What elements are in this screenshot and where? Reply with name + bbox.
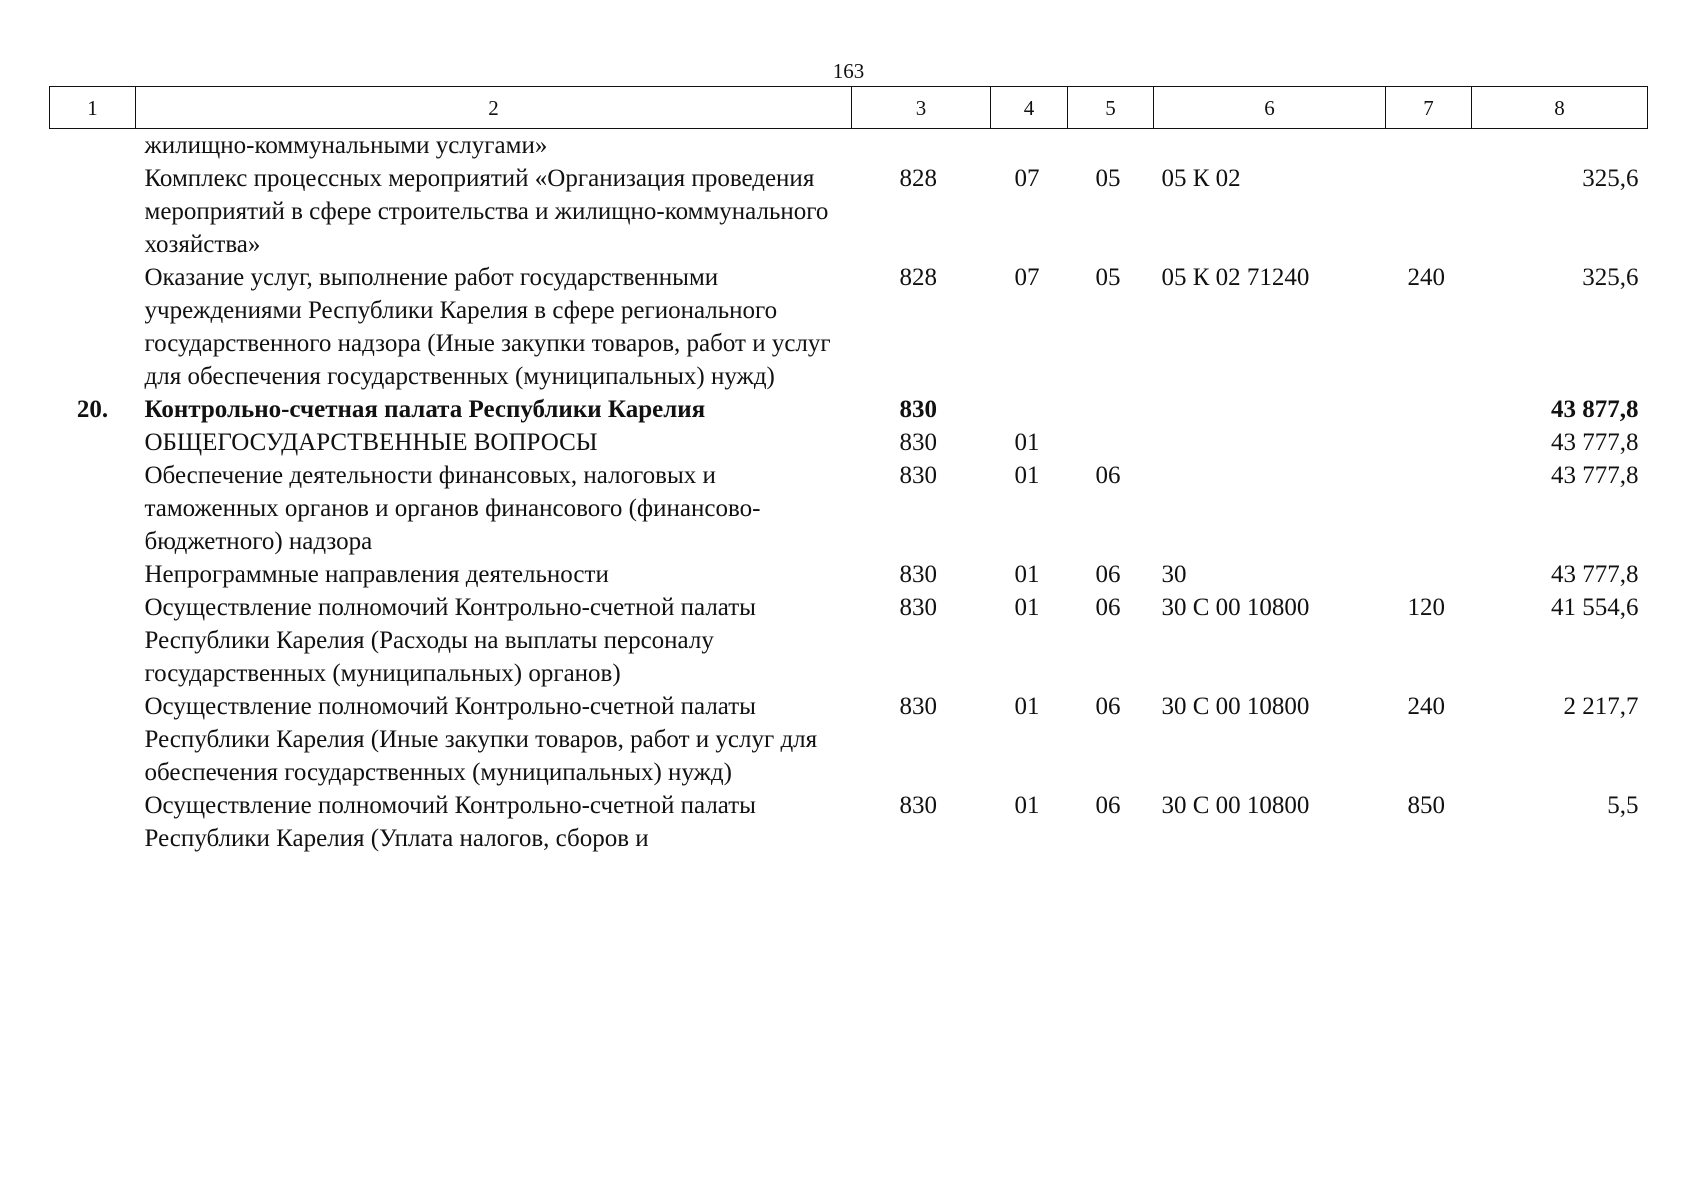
row-pr — [1068, 393, 1154, 426]
row-rz: 01 — [1014, 429, 1040, 456]
row-number — [50, 459, 136, 558]
table-row — [50, 261, 1648, 393]
table-row — [50, 129, 1648, 163]
row-csr — [1154, 426, 1386, 459]
row-csr: 30 С 00 10800 — [1161, 594, 1310, 621]
header-col-8: 8 — [1472, 87, 1648, 129]
table-row — [50, 426, 1648, 459]
row-csr — [1154, 459, 1386, 558]
row-vr — [1386, 459, 1472, 558]
row-vr: 240 — [1407, 264, 1445, 291]
row-name: Комплекс процессных мероприятий «Организация проведения мероприятий в сфере строительства и жилищно-коммунального хозяйства» — [144, 165, 829, 258]
row-pr: 05 — [1095, 165, 1121, 192]
header-col-4: 4 — [991, 87, 1068, 129]
row-rz: 01 — [1014, 693, 1040, 720]
row-gr: 830 — [899, 429, 937, 456]
row-pr — [1068, 129, 1154, 163]
row-vr — [1386, 393, 1472, 426]
budget-table — [49, 86, 1648, 855]
header-col-3: 3 — [852, 87, 991, 129]
row-name: жилищно-коммунальными услугами» — [144, 132, 548, 159]
row-pr: 06 — [1095, 594, 1121, 621]
row-number — [50, 789, 136, 855]
row-name: Контрольно-счетная палата Республики Карелия — [144, 396, 706, 423]
row-csr: 05 К 02 71240 — [1161, 264, 1310, 291]
table-body — [50, 129, 1648, 856]
row-sum: 43 777,8 — [1551, 561, 1639, 588]
row-sum: 5,5 — [1607, 792, 1639, 819]
header-col-2: 2 — [136, 87, 852, 129]
row-gr: 830 — [899, 594, 937, 621]
table-row-section — [50, 393, 1648, 426]
row-csr: 05 К 02 — [1161, 165, 1241, 192]
row-vr: 120 — [1407, 594, 1445, 621]
row-csr — [1154, 393, 1386, 426]
row-sum: 43 777,8 — [1551, 429, 1639, 456]
row-pr — [1068, 426, 1154, 459]
row-name: Непрограммные направления деятельности — [144, 561, 609, 588]
row-csr: 30 — [1161, 561, 1187, 588]
row-sum: 2 217,7 — [1563, 693, 1639, 720]
row-gr — [852, 129, 991, 163]
row-rz — [991, 393, 1068, 426]
row-csr: 30 С 00 10800 — [1161, 792, 1310, 819]
row-rz: 01 — [1014, 792, 1040, 819]
row-pr: 06 — [1095, 693, 1121, 720]
row-csr — [1154, 129, 1386, 163]
row-vr: 240 — [1407, 693, 1445, 720]
header-col-7: 7 — [1386, 87, 1472, 129]
row-sum — [1472, 129, 1648, 163]
page-number: 163 — [832, 59, 865, 83]
row-number — [50, 591, 136, 690]
row-pr: 06 — [1095, 792, 1121, 819]
row-name: ОБЩЕГОСУДАРСТВЕННЫЕ ВОПРОСЫ — [144, 429, 598, 456]
header-col-1: 1 — [50, 87, 136, 129]
row-rz: 07 — [1014, 165, 1040, 192]
row-rz: 01 — [1014, 594, 1040, 621]
row-number — [50, 162, 136, 261]
row-number — [50, 558, 136, 591]
row-vr — [1386, 558, 1472, 591]
header-col-5: 5 — [1068, 87, 1154, 129]
row-number: 20. — [76, 396, 109, 423]
row-number — [50, 426, 136, 459]
row-gr: 828 — [899, 165, 937, 192]
row-gr: 830 — [899, 792, 937, 819]
row-vr: 850 — [1407, 792, 1445, 819]
table-row — [50, 591, 1648, 690]
row-sum: 325,6 — [1582, 264, 1639, 291]
row-vr — [1386, 129, 1472, 163]
row-rz: 07 — [1014, 264, 1040, 291]
header-col-6: 6 — [1154, 87, 1386, 129]
row-sum: 43 877,8 — [1551, 396, 1639, 423]
row-sum: 325,6 — [1582, 165, 1639, 192]
row-gr: 830 — [899, 561, 937, 588]
row-pr: 06 — [1095, 462, 1121, 489]
row-name: Обеспечение деятельности финансовых, налоговых и таможенных органов и органов финансового (финансово-бюджетного) надзора — [144, 462, 761, 555]
row-csr: 30 С 00 10800 — [1161, 693, 1310, 720]
table-row — [50, 558, 1648, 591]
row-pr: 05 — [1095, 264, 1121, 291]
row-gr: 830 — [899, 462, 937, 489]
row-number — [50, 129, 136, 163]
row-vr — [1386, 426, 1472, 459]
row-name: Осуществление полномочий Контрольно-счетной палаты Республики Карелия (Уплата налогов, сборов и — [144, 792, 756, 852]
row-pr: 06 — [1095, 561, 1121, 588]
row-sum: 43 777,8 — [1551, 462, 1639, 489]
row-rz: 01 — [1014, 561, 1040, 588]
row-gr: 828 — [899, 264, 937, 291]
row-name: Осуществление полномочий Контрольно-счетной палаты Республики Карелия (Иные закупки товаров, работ и услуг для обеспечения государственных (муниципальных) нужд) — [144, 693, 818, 786]
table-row — [50, 459, 1648, 558]
row-name: Осуществление полномочий Контрольно-счетной палаты Республики Карелия (Расходы на выплаты персоналу государственных (муниципальных) органов) — [144, 594, 756, 687]
row-number — [50, 690, 136, 789]
row-number — [50, 261, 136, 393]
row-gr: 830 — [899, 396, 937, 423]
row-sum: 41 554,6 — [1551, 594, 1639, 621]
row-gr: 830 — [899, 693, 937, 720]
table-row — [50, 789, 1648, 855]
table-row — [50, 690, 1648, 789]
table-row — [50, 162, 1648, 261]
header-row — [50, 87, 1648, 129]
row-rz: 01 — [1014, 462, 1040, 489]
row-vr — [1386, 162, 1472, 261]
row-rz — [991, 129, 1068, 163]
row-name: Оказание услуг, выполнение работ государственными учреждениями Республики Карелия в сфере регионального государственного надзора (Иные закупки товаров, работ и услуг для обеспечения государственных (муниципальных) нужд) — [144, 264, 831, 390]
